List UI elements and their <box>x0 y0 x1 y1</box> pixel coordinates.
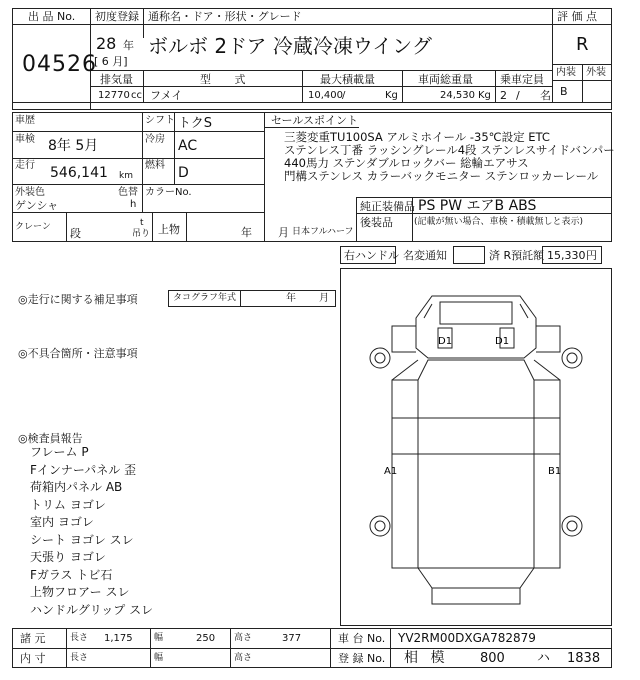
equipment-value: PS PW エアB ABS <box>418 198 537 214</box>
lot-label: 出 品 No. <box>28 10 76 23</box>
recycle-label: 済 R預託額 <box>489 249 545 262</box>
interior-width-label: 幅 <box>154 653 164 663</box>
plate-label: 登 録 No. <box>338 652 386 665</box>
overall-grade: R <box>576 34 589 55</box>
interior-height-label: 高さ <box>234 653 253 663</box>
color-change-label: 色替 <box>118 187 138 198</box>
height-value: 377 <box>282 633 302 644</box>
capacity-slash: / <box>516 89 520 102</box>
length-label: 長さ <box>70 633 89 643</box>
inspection-value: 8年 5月 <box>48 138 99 154</box>
color-label: 外装色 <box>15 187 45 198</box>
history-label: 車歴 <box>15 115 35 126</box>
diagram-mark: B1 <box>548 466 562 477</box>
max-load-unit: Kg <box>385 90 398 101</box>
name-change-label: 名変通知 <box>403 249 447 262</box>
shift-label: シフト <box>145 115 175 126</box>
model-label: 型 式 <box>200 73 256 86</box>
total-weight-label: 車両総重量 <box>418 73 473 86</box>
chassis-number: YV2RM00DXGA782879 <box>398 631 536 645</box>
max-load-slash: / <box>342 90 346 101</box>
max-load-label: 最大積載量 <box>320 73 375 86</box>
displacement-label: 排気量 <box>100 73 133 86</box>
inspector-item: Fガラス トビ石 <box>30 567 113 582</box>
driving-notes-label: ◎走行に関する補足事項 <box>18 293 138 306</box>
interior-dims-label: 内 寸 <box>20 652 46 665</box>
inspection-label: 車検 <box>15 134 35 145</box>
defect-label: ◎不具合箇所・注意事項 <box>18 347 138 360</box>
aftermarket-label: 後装品 <box>360 216 393 229</box>
inspector-item: Fインナーパネル 歪 <box>30 462 137 477</box>
crane-ton: t <box>140 218 144 228</box>
diagram-mark: D1 <box>438 336 453 347</box>
first-reg-label: 初度登録 <box>95 10 139 23</box>
color-change-mark: h <box>130 199 137 210</box>
displacement-value: 12770 <box>98 90 130 101</box>
diagram-mark: D1 <box>495 336 510 347</box>
crane-stage: 段 <box>70 227 81 240</box>
color-value: ゲンシャ <box>15 199 59 212</box>
inspector-item: 上物フロアー スレ <box>30 585 130 599</box>
total-weight-value: 24,530 <box>440 90 475 101</box>
crane-hook: 吊り <box>132 229 151 239</box>
car-name: ボルボ 2ドア 冷蔵冷凍ウイング <box>148 34 432 58</box>
fuel-value: D <box>178 165 189 181</box>
aftermarket-note: (記載が無い場合、車検・積載無しと表示) <box>414 217 584 227</box>
tacho-month: 月 <box>319 293 329 304</box>
max-load-value: 10,400 <box>308 90 343 101</box>
inspector-item: シート ヨゴレ スレ <box>30 532 134 547</box>
model-value: フメイ <box>150 89 183 102</box>
sales-points-label: セールスポイント <box>271 114 359 127</box>
width-value: 250 <box>196 633 216 644</box>
total-weight-unit: Kg <box>478 90 491 101</box>
chassis-label: 車 台 No. <box>338 632 386 645</box>
interior-grade: B <box>560 85 568 98</box>
capacity-value: 2 <box>500 89 507 102</box>
inspector-item: 室内 ヨゴレ <box>30 515 94 529</box>
inspector-item: 荷箱内パネル AB <box>30 480 123 494</box>
recycle-amount: 15,330 <box>547 249 586 262</box>
interior-grade-label: 内装 <box>556 67 576 78</box>
mileage-unit: km <box>119 171 133 181</box>
first-reg-month: [ 6 月] <box>94 55 128 68</box>
shift-value: トクS <box>178 116 212 131</box>
inspector-item: 天張り ヨゴレ <box>30 550 106 564</box>
sales-point-line: 三菱変重TU100SA アルミホイール -35℃設定 ETC <box>284 130 550 144</box>
color-no-label: カラーNo. <box>145 187 192 198</box>
inspector-report-label: ◎検査員報告 <box>18 432 83 445</box>
height-label: 高さ <box>234 633 253 643</box>
inspector-item: ハンドルグリップ スレ <box>30 602 154 617</box>
sales-point-line: 門構ステンレス カラーバックモニター ステンロッカーレール <box>284 169 599 183</box>
fuel-label: 燃料 <box>145 160 165 171</box>
sales-point-line: 440馬力 ステンダブルロックバー 総輪エアサス <box>284 156 529 170</box>
inspector-item: トリム ヨゴレ <box>30 497 106 512</box>
length-value: 1,175 <box>104 633 133 644</box>
plate-class: 800 <box>480 651 505 666</box>
first-reg-year: 28 <box>96 34 117 53</box>
dims-label: 諸 元 <box>20 632 46 645</box>
truck-diagram <box>340 268 612 626</box>
inspector-report-list <box>30 444 153 619</box>
recycle-unit: 円 <box>586 249 597 262</box>
tacho-year: 年 <box>286 293 296 304</box>
aircon-label: 冷房 <box>145 134 165 145</box>
mileage-value: 546,141 <box>50 165 108 181</box>
exterior-grade-label: 外装 <box>586 67 606 78</box>
right-handle-label: 右ハンドル <box>344 249 399 262</box>
width-label: 幅 <box>154 633 164 643</box>
sales-point-line: ステンレス丁番 ラッシングレール4段 ステンレスサイドバンパー <box>284 143 615 157</box>
equipment-label: 純正装備品 <box>360 200 415 213</box>
plate-area: 相 模 <box>404 650 449 666</box>
tacho-label: タコグラフ年式 <box>173 293 237 303</box>
mileage-label: 走行 <box>15 160 35 171</box>
capacity-unit: 名 <box>540 89 551 102</box>
lift-label: 上物 <box>158 223 180 236</box>
grade-label: 評 価 点 <box>557 10 597 23</box>
sales-points-list <box>284 131 615 183</box>
car-name-label: 通称名・ドア・形状・グレード <box>148 10 302 23</box>
lot-number: 04526 <box>22 52 97 77</box>
displacement-unit: cc <box>131 90 142 101</box>
crane-label: クレーン <box>15 222 51 232</box>
plate-number: 1838 <box>567 651 601 666</box>
year-suffix: 年 <box>123 39 134 52</box>
interior-length-label: 長さ <box>70 653 89 663</box>
lift-year: 年 <box>241 226 252 239</box>
inspector-item: フレーム P <box>30 445 89 459</box>
plate-kana: ハ <box>537 651 551 666</box>
capacity-label: 乗車定員 <box>500 73 544 86</box>
name-change-box <box>453 246 485 264</box>
diagram-mark: A1 <box>384 466 398 477</box>
lift-month: 月 <box>278 226 289 239</box>
aircon-value: AC <box>178 138 198 154</box>
lift-maker: 日本フルハーフ <box>292 227 354 237</box>
